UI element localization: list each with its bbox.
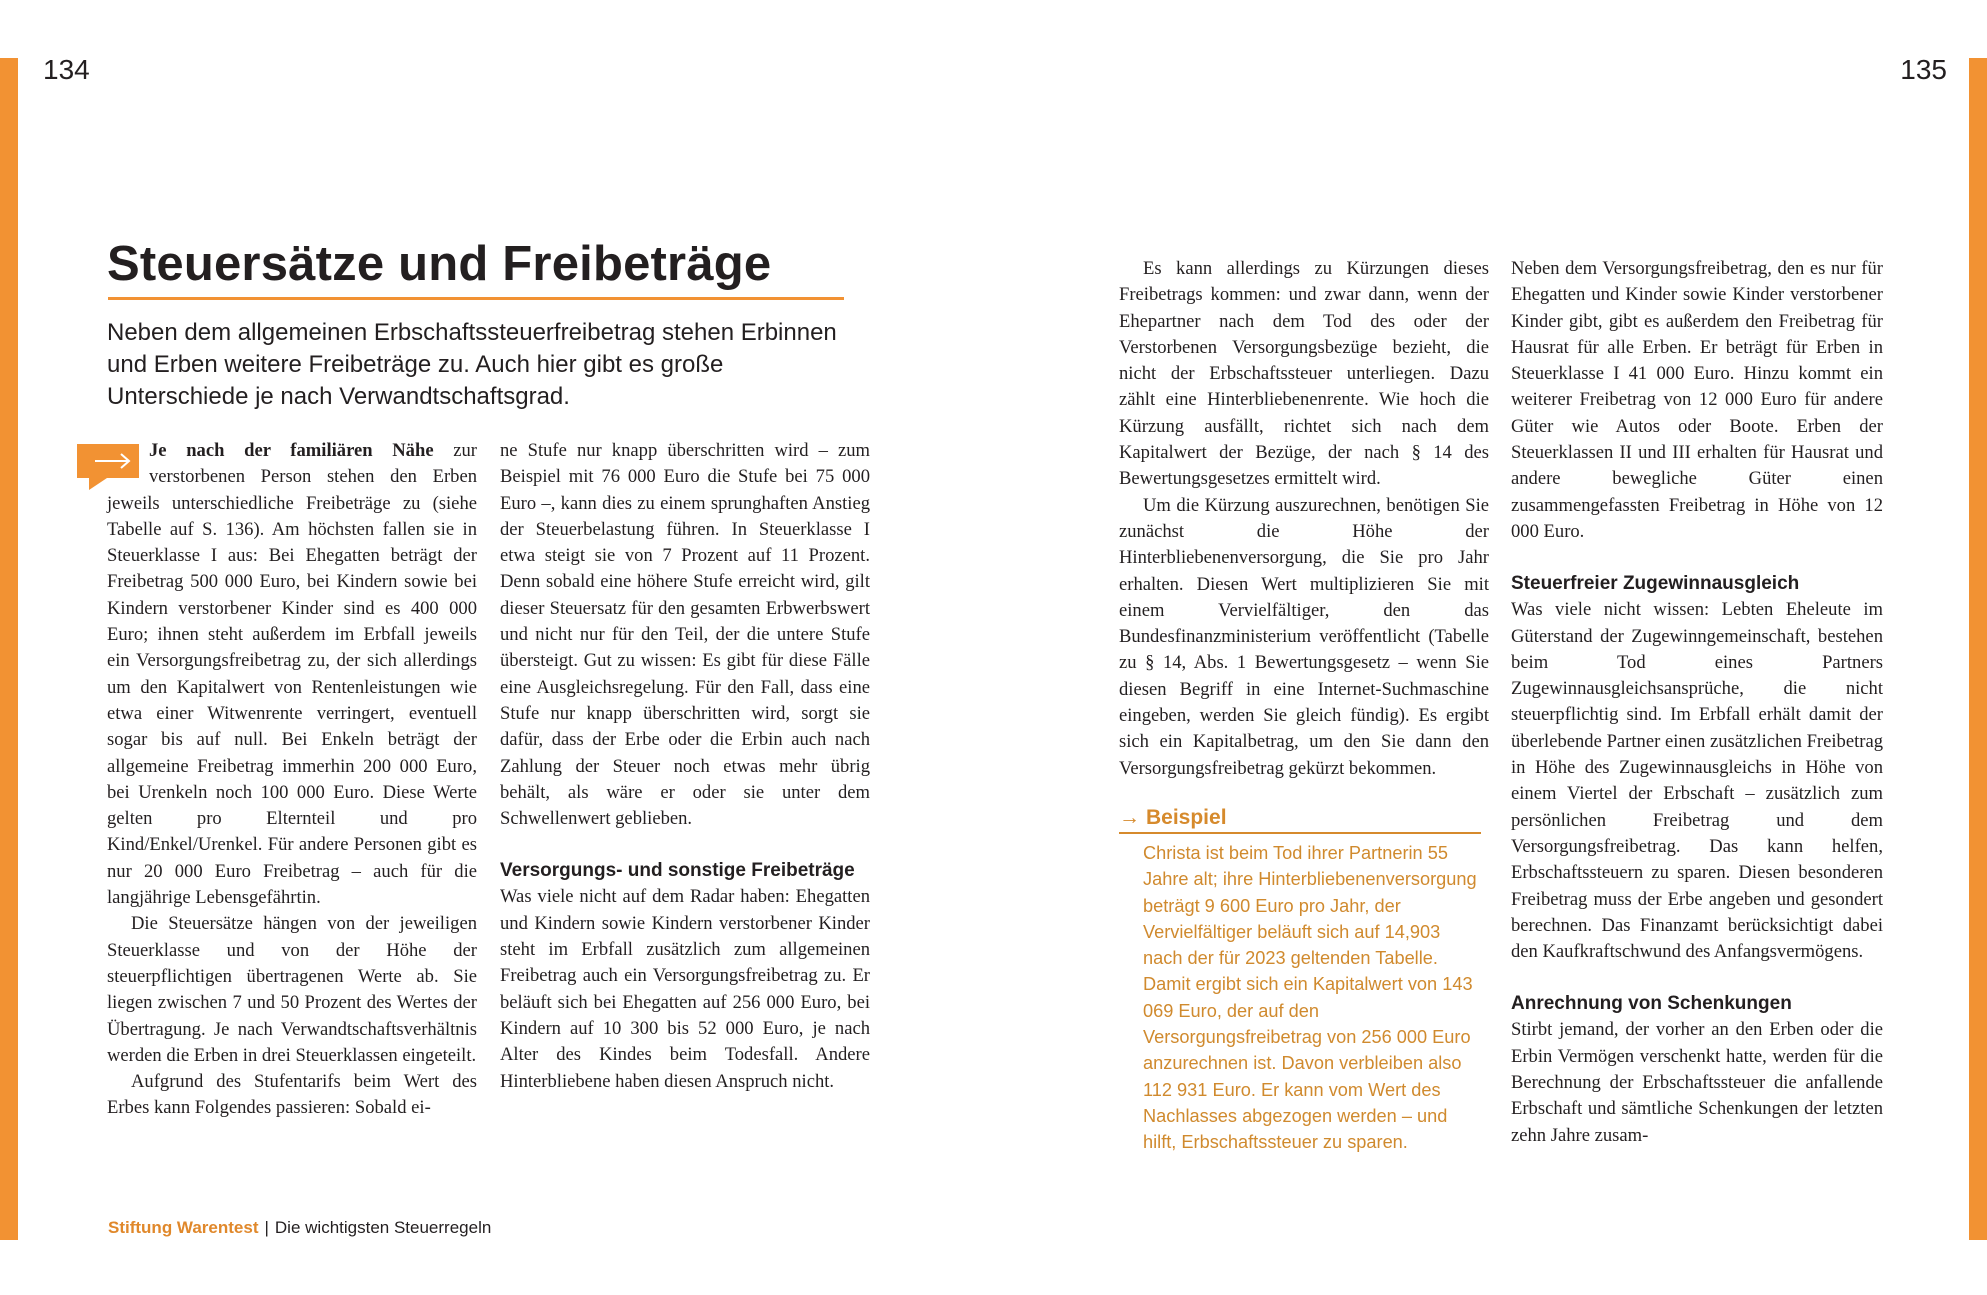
- col4-subheading-1: Steuerfreier Zugewinnausgleich: [1511, 573, 1800, 595]
- footer-brand: Stiftung Warentest: [108, 1218, 259, 1237]
- col1-paragraph-1-text: zur verstorbenen Person stehen den Erben jeweils unterschiedliche Freibeträge zu (siehe Tabelle auf S. 136). Am höchsten fallen sie in Steuerklasse I aus: Bei Ehegatten beträgt der Freibetrag 500 000 Euro, bei Kindern sowie bei Kindern verstorbener Kinder sind es 400 000 Euro; ihnen steht außerdem im Erbfall jeweils ein Versorgungsfreibetrag zu, der sich allerdings um den Kapitalwert von Rentenleistungen wie etwa einer Witwenrente verringert, eventuell sogar bis auf null. Bei Enkeln beträgt der allgemeine Freibetrag immerhin 200 000 Euro, bei Urenkeln noch 100 000 Euro. Diese Werte gelten pro Elternteil und pro Kind/Enkel/Urenkel. Für andere Personen gibt es nur 20 000 Euro Freibetrag – auch für die langjährige Lebensgefährtin.: [107, 440, 477, 909]
- text-column-4: [1511, 256, 1883, 1149]
- col1-paragraph-2: Die Steuersätze hängen von der jeweiligen Steuerklasse und von der Höhe der steuerpflichtigen übertragenen Werte ab. Sie liegen zwischen 7 und 50 Prozent des Wertes der Übertragung. Je nach Verwandtschaftsverhältnis werden die Erben in drei Steuerklassen eingeteilt.: [107, 913, 477, 1066]
- footer-separator: |: [264, 1218, 269, 1237]
- col1-paragraph-1: [107, 438, 477, 911]
- example-arrow-icon: →: [1119, 806, 1140, 829]
- text-column-2: [500, 438, 870, 1095]
- footer-book-title: Die wichtigsten Steuerregeln: [274, 1218, 492, 1237]
- col2-subheading: Versorgungs- und sonstige Freibeträge: [500, 860, 855, 882]
- col4-paragraph-1: Neben dem Versorgungsfreibetrag, den es nur für Ehegatten und Kinder sowie Kinder verstorbener Kinder gibt, gibt es außerdem den Freibetrag für Hausrat für alle Erben. Er beträgt für Erben in Steuerklasse I 41 000 Euro. Hinzu kommt ein weiterer Freibetrag von 12 000 Euro für andere Güter wie Autos oder Boote. Erben der Steuerklassen II und III erhalten für Hausrat und andere bewegliche Güter einen zusammengefassten Freibetrag in Höhe von 12 000 Euro.: [1511, 258, 1883, 542]
- page-number-left: 134: [43, 54, 90, 85]
- col4-paragraph-3: Stirbt jemand, der vorher an den Erben oder die Erbin Vermögen verschenkt hatte, werden für die Berechnung der Erbschaftssteuer die anfallende Erbschaft und sämtliche Schenkungen der letzten zehn Jahre zusam-: [1511, 1019, 1883, 1146]
- col4-paragraph-2: Was viele nicht wissen: Lebten Eheleute im Güterstand der Zugewinngemeinschaft, bestehen beim Tod eines Partners Zugewinnausgleichsansprüche, die nicht steuerpflichtig sind. Im Erbfall erhält damit der überlebende Partner einen zusätzlichen Freibetrag in Höhe des Zugewinnausgleichs in Höhe von einem Viertel der Erbschaft – zusätzlich zum persönlichen Freibetrag und dem Versorgungsfreibetrag. Das kann helfen, Erbschaftssteuern zu sparen. Diesen besonderen Freibetrag muss der Erbe angeben und gesondert berechnen. Das Finanzamt berücksichtigt dabei den Kaufkraftschwund des Anfangsvermögens.: [1511, 599, 1883, 963]
- text-column-1: [107, 438, 477, 1122]
- arrow-tag-icon: [77, 442, 139, 490]
- col3-paragraph-2: Um die Kürzung auszurechnen, benötigen Sie zunächst die Höhe der Hinterbliebenenversorgung, die Sie pro Jahr erhalten. Diesen Wert multiplizieren Sie mit einem Vervielfältiger, den das Bundesfinanzministerium veröffentlicht (Tabelle zu § 14, Abs. 1 Bewertungsgesetz – wenn Sie diesen Begriff in eine Internet-Suchmaschine eingeben, werden Sie gleich fündig). Es ergibt sich ein Kapitalbetrag, um den Sie dann den Versorgungsfreibetrag gekürzt bekommen.: [1119, 494, 1489, 779]
- article-title: Steuersätze und Freibeträge: [107, 237, 772, 291]
- article-lead: Neben dem allgemeinen Erbschaftssteuerfreibetrag stehen Erbinnen und Erben weitere Freibeträge zu. Auch hier gibt es große Unterschiede je nach Verwandtschaftsgrad.: [107, 319, 837, 410]
- page-number-right: 135: [1900, 54, 1947, 85]
- page-footer: [108, 1218, 491, 1238]
- example-heading-label: Beispiel: [1146, 806, 1227, 829]
- col1-paragraph-3: Aufgrund des Stufentarifs beim Wert des Erbes kann Folgendes passieren: Sobald ei-: [107, 1071, 477, 1119]
- right-edge-accent-bar: [1969, 58, 1987, 1240]
- col2-paragraph-1: ne Stufe nur knapp überschritten wird – zum Beispiel mit 76 000 Euro die Stufe bei 75 000 Euro –, kann dies zu einem sprunghaften Anstieg der Steuerbelastung führen. In Steuerklasse I etwa steigt sie von 7 Prozent auf 11 Prozent. Denn sobald eine höhere Stufe erreicht wird, gilt dieser Steuersatz für den gesamten Erbwerbswert und nicht nur für den Teil, der die untere Stufe übersteigt. Gut zu wissen: Es gibt für diese Fälle eine Ausgleichsregelung. Für den Fall, dass eine Stufe nur knapp überschritten wird, sorgt sie dafür, dass der Erbe oder die Erbin auch nach Zahlung der Steuer noch etwas mehr übrig behält, als wäre er oder sie unter dem Schwellenwert geblieben.: [500, 440, 870, 830]
- col1-intro-bold: Je nach der familiären Nähe: [149, 440, 434, 461]
- col4-subheading-2: Anrechnung von Schenkungen: [1511, 993, 1792, 1015]
- example-heading: [1119, 806, 1481, 834]
- col2-paragraph-2: Was viele nicht auf dem Radar haben: Ehegatten und Kindern sowie Kindern verstorbener Kinder steht im Erbfall zusätzlich zum allgemeinen Freibetrag auch ein Versorgungsfreibetrag zu. Er beläuft sich bei Ehegatten auf 256 000 Euro, bei Kindern auf 10 300 bis 52 000 Euro, je nach Alter des Kindes beim Todesfall. Andere Hinterbliebene haben diesen Anspruch nicht.: [500, 886, 870, 1092]
- example-text: Christa ist beim Tod ihrer Partnerin 55 Jahre alt; ihre Hinterbliebenenversorgung beträgt 9 600 Euro pro Jahr, der Vervielfältiger beläuft sich auf 14,903 nach der für 2023 geltenden Tabelle. Damit ergibt sich ein Kapitalwert von 143 069 Euro, der auf den Versorgungsfreibetrag von 256 000 Euro anzurechnen ist. Davon verbleiben also 112 931 Euro. Er kann vom Wert des Nachlasses abgezogen werden – und hilft, Erbschaftssteuer zu sparen.: [1143, 843, 1477, 1153]
- col3-paragraph-1: Es kann allerdings zu Kürzungen dieses Freibetrags kommen: und zwar dann, wenn der Ehepartner nach dem Tod des oder der Verstorbenen Versorgungsbezüge bezieht, die nicht der Erbschaftssteuer unterliegen. Dazu zählt eine Hinterbliebenenrente. Wie hoch die Kürzung ausfällt, richtet sich nach dem Kapitalwert der Bezüge, der nach § 14 des Bewertungsgesetzes ermittelt wird.: [1119, 258, 1489, 490]
- left-edge-accent-bar: [0, 58, 18, 1240]
- title-underline: [108, 297, 844, 300]
- text-column-3: [1119, 256, 1489, 782]
